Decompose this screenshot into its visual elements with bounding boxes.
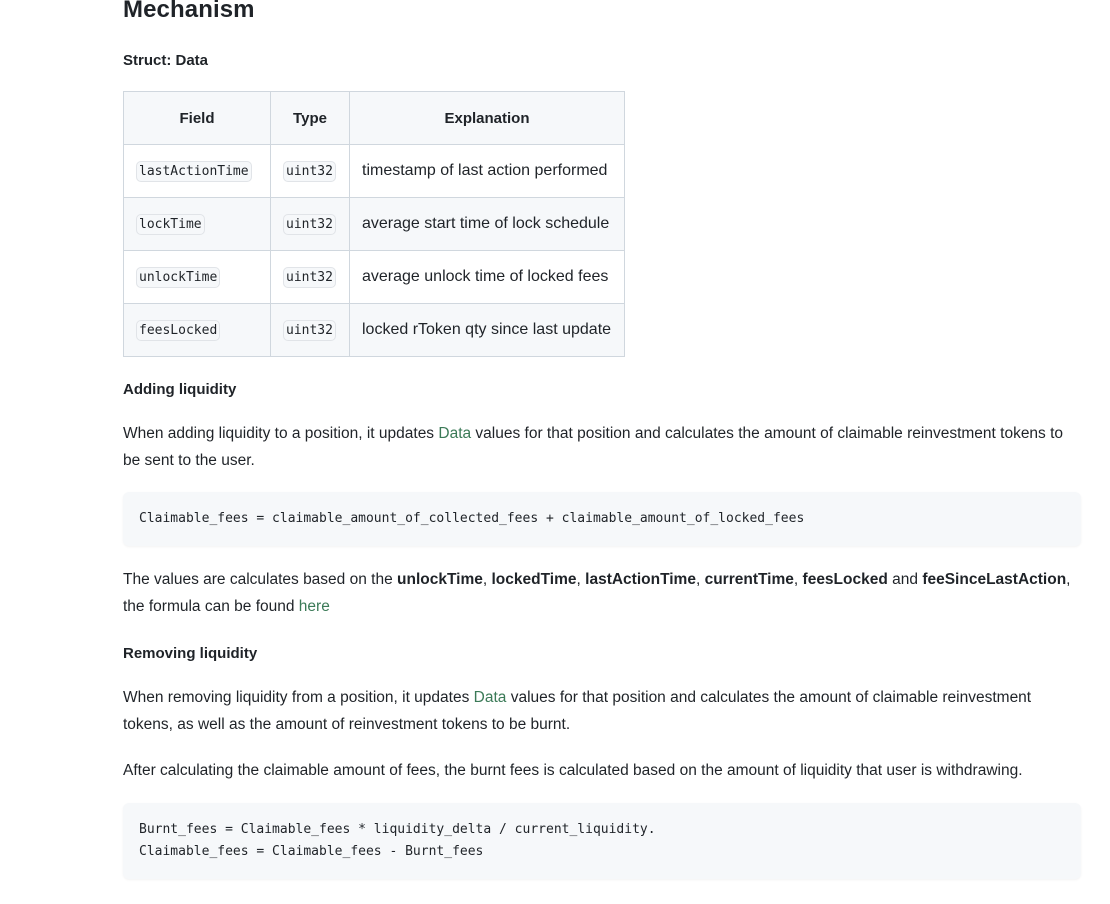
term-lastactiontime: lastActionTime	[585, 571, 696, 588]
table-row	[124, 198, 625, 251]
field-code: unlockTime	[136, 267, 220, 288]
type-code: uint32	[283, 161, 336, 182]
table-row	[124, 145, 625, 198]
term-lockedtime: lockedTime	[491, 571, 577, 588]
type-code: uint32	[283, 267, 336, 288]
type-code: uint32	[283, 320, 336, 341]
field-code: lastActionTime	[136, 161, 252, 182]
type-code: uint32	[283, 214, 336, 235]
code-block-claimable	[123, 492, 1081, 546]
burnt-fees-paragraph: After calculating the claimable amount of fees, the burnt fees is calculated based on the amount of liquidity that user is withdrawing.	[123, 762, 1023, 779]
table-header-row	[124, 92, 625, 145]
struct-title: Struct: Data	[123, 52, 209, 69]
term-unlocktime: unlockTime	[397, 571, 483, 588]
adding-liquidity-title: Adding liquidity	[123, 381, 237, 398]
formula-link[interactable]: here	[298, 598, 330, 615]
header-explanation: Explanation	[350, 92, 625, 145]
removing-paragraph: When removing liquidity from a position, it updates Data values for that position and calculates the amount of claimable reinvestment tokens, as well as the amount of reinvestment tokens to be burnt.	[123, 689, 1032, 733]
code-line: Claimable_fees = Claimable_fees - Burnt_fees	[139, 844, 484, 859]
header-field: Field	[124, 92, 271, 145]
explanation-cell: average start time of lock schedule	[350, 198, 625, 251]
table-row	[124, 251, 625, 304]
table-row	[124, 304, 625, 357]
page-title: Mechanism	[123, 0, 255, 23]
term-feesincelastaction: feeSinceLastAction	[922, 571, 1067, 588]
term-currenttime: currentTime	[704, 571, 794, 588]
explanation-cell: locked rToken qty since last update	[350, 304, 625, 357]
code-line: Burnt_fees = Claimable_fees * liquidity_delta / current_liquidity.	[139, 822, 656, 837]
header-type: Type	[271, 92, 350, 145]
explanation-cell: timestamp of last action performed	[350, 145, 625, 198]
explanation-cell: average unlock time of locked fees	[350, 251, 625, 304]
data-link[interactable]: Data	[438, 425, 472, 442]
term-feeslocked: feesLocked	[802, 571, 888, 588]
field-code: lockTime	[136, 214, 205, 235]
data-link[interactable]: Data	[473, 689, 507, 706]
field-code: feesLocked	[136, 320, 220, 341]
code-line: Claimable_fees = claimable_amount_of_collected_fees + claimable_amount_of_locked_fees	[139, 511, 805, 526]
removing-liquidity-title: Removing liquidity	[123, 645, 258, 662]
adding-paragraph: When adding liquidity to a position, it updates Data values for that position and calculates the amount of claimable reinvestment tokens to be sent to the user.	[123, 425, 1064, 469]
code-block-burnt	[123, 803, 1081, 879]
values-paragraph: The values are calculates based on the unlockTime, lockedTime, lastActionTime, currentTime, feesLocked and feeSinceLastAction, the formula can be found here	[123, 571, 1071, 615]
struct-table	[123, 91, 625, 357]
